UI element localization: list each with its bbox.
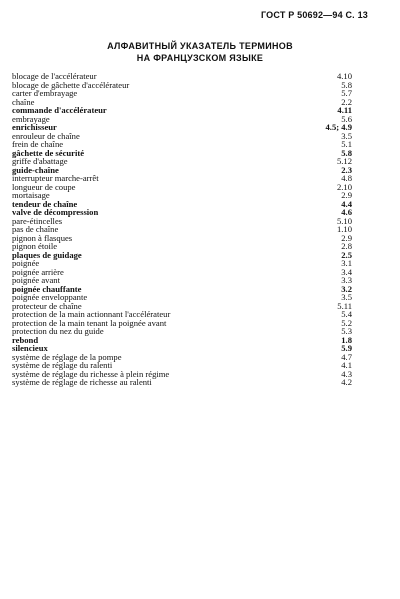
index-entry-number: 4.1 xyxy=(341,360,352,370)
index-entry-term: poignée xyxy=(12,258,40,268)
index-entry-term: blocage de gâchette d'accélérateur xyxy=(12,79,130,90)
index-entry-number: 5.9 xyxy=(341,343,352,353)
index-entry-number: 5.12 xyxy=(336,156,352,166)
index-entry-term: chaîne xyxy=(12,96,35,107)
index-entry-term: protecteur de chaîne xyxy=(12,300,82,311)
index-entry xyxy=(12,327,352,336)
index-entry-term: commande d'accélérateur xyxy=(12,105,107,115)
index-entry xyxy=(12,217,352,226)
index-entry-term: système de réglage du ralenti xyxy=(12,360,113,370)
index-entry-term: système de réglage du richesse à plein régime xyxy=(12,368,170,379)
index-entry-number: 4.10 xyxy=(336,71,352,81)
index-entry-number: 2.10 xyxy=(336,181,352,192)
index-entry-term: protection du nez du guide xyxy=(12,326,104,336)
index-entry-number: 2.9 xyxy=(341,232,352,243)
index-title-line-2: НА ФРАНЦУЗСКОМ ЯЗЫКЕ xyxy=(136,53,264,63)
index-entry-number: 5.1 xyxy=(341,139,352,149)
index-title xyxy=(0,40,400,64)
index-entry-number: 3.5 xyxy=(341,130,352,141)
index-entry-number: 3.5 xyxy=(341,292,352,302)
term-index-list xyxy=(12,72,352,387)
index-entry-term: valve de décompression xyxy=(12,207,99,217)
index-entry-term: blocage de l'accélérateur xyxy=(12,71,97,81)
index-entry-number: 5.2 xyxy=(341,317,352,328)
index-entry-term: gâchette de sécurité xyxy=(12,147,85,158)
index-entry-term: frein de chaîne xyxy=(12,139,64,149)
index-entry-number: 3.2 xyxy=(341,283,352,294)
index-entry-term: protection de la main tenant la poignée avant xyxy=(12,317,167,328)
index-entry-term: système de réglage de richesse au ralenti xyxy=(12,377,152,387)
index-entry-term: poignée arrière xyxy=(12,266,64,277)
index-entry-term: poignée avant xyxy=(12,275,60,285)
index-entry-number: 5.3 xyxy=(341,326,352,336)
index-title-line-1: АЛФАВИТНЫЙ УКАЗАТЕЛЬ ТЕРМИНОВ xyxy=(107,41,293,51)
index-entry-term: pignon à flasques xyxy=(12,232,73,243)
index-entry-number: 4.8 xyxy=(341,173,352,183)
page-header-standard-ref: ГОСТ Р 50692—94 С. 13 xyxy=(260,10,368,20)
index-entry xyxy=(12,378,352,387)
index-entry xyxy=(12,115,352,124)
index-entry-term: rebond xyxy=(12,334,39,345)
index-entry xyxy=(12,157,352,166)
index-entry xyxy=(12,208,352,217)
index-entry xyxy=(12,89,352,98)
index-entry-term: protection de la main actionnant l'accélérateur xyxy=(12,309,171,319)
index-entry-number: 4.5; 4.9 xyxy=(325,122,352,132)
index-entry-number: 5.10 xyxy=(336,215,352,226)
index-entry-term: guide-chaîne xyxy=(12,164,59,175)
index-entry xyxy=(12,268,352,277)
index-entry-term: enrouleur de chaîne xyxy=(12,130,80,141)
index-entry-term: poignée enveloppante xyxy=(12,292,88,302)
index-entry-number: 2.5 xyxy=(341,249,352,260)
index-entry xyxy=(12,336,352,345)
index-entry-term: système de réglage de la pompe xyxy=(12,351,122,362)
index-entry-term: pas de chaîne xyxy=(12,224,59,234)
index-entry xyxy=(12,251,352,260)
index-entry xyxy=(12,183,352,192)
index-entry-number: 3.1 xyxy=(341,258,352,268)
index-entry-number: 5.11 xyxy=(337,300,352,311)
index-entry-number: 4.6 xyxy=(341,207,352,217)
index-entry-term: longueur de coupe xyxy=(12,181,76,192)
index-entry-term: pare-étincelles xyxy=(12,215,63,226)
index-entry xyxy=(12,132,352,141)
index-entry-term: interrupteur marche-arrêt xyxy=(12,173,99,183)
index-entry-number: 4.4 xyxy=(341,198,352,209)
index-entry-number: 2.8 xyxy=(341,241,352,251)
index-entry-number: 3.3 xyxy=(341,275,352,285)
index-entry-number: 5.7 xyxy=(341,88,352,98)
index-entry-term: poignée chauffante xyxy=(12,283,82,294)
index-entry-number: 5.4 xyxy=(341,309,352,319)
index-entry-term: pignon étoile xyxy=(12,241,58,251)
index-entry-number: 4.2 xyxy=(341,377,352,387)
index-entry-number: 4.3 xyxy=(341,368,352,379)
index-entry-number: 1.8 xyxy=(341,334,352,345)
index-entry-term: plaques de guidage xyxy=(12,249,82,260)
index-entry-number: 5.8 xyxy=(341,147,352,158)
index-entry-term: mortaisage xyxy=(12,190,50,200)
index-entry-number: 1.10 xyxy=(336,224,352,234)
index-entry-number: 2.3 xyxy=(341,164,352,175)
index-entry-number: 2.2 xyxy=(341,96,352,107)
index-entry-number: 5.8 xyxy=(341,79,352,90)
index-entry-number: 5.6 xyxy=(341,113,352,124)
index-entry-number: 3.4 xyxy=(341,266,352,277)
index-entry-term: embrayage xyxy=(12,113,50,124)
index-entry-number: 4.7 xyxy=(341,351,352,362)
index-entry-number: 2.9 xyxy=(341,190,352,200)
index-entry-term: griffe d'abattage xyxy=(12,156,68,166)
index-entry-number: 4.11 xyxy=(337,105,352,115)
index-entry-term: enrichisseur xyxy=(12,122,57,132)
index-entry-term: tendeur de chaîne xyxy=(12,198,78,209)
index-entry-term: silencieux xyxy=(12,343,48,353)
index-entry-term: carter d'embrayage xyxy=(12,88,78,98)
index-entry xyxy=(12,106,352,115)
index-entry xyxy=(12,234,352,243)
